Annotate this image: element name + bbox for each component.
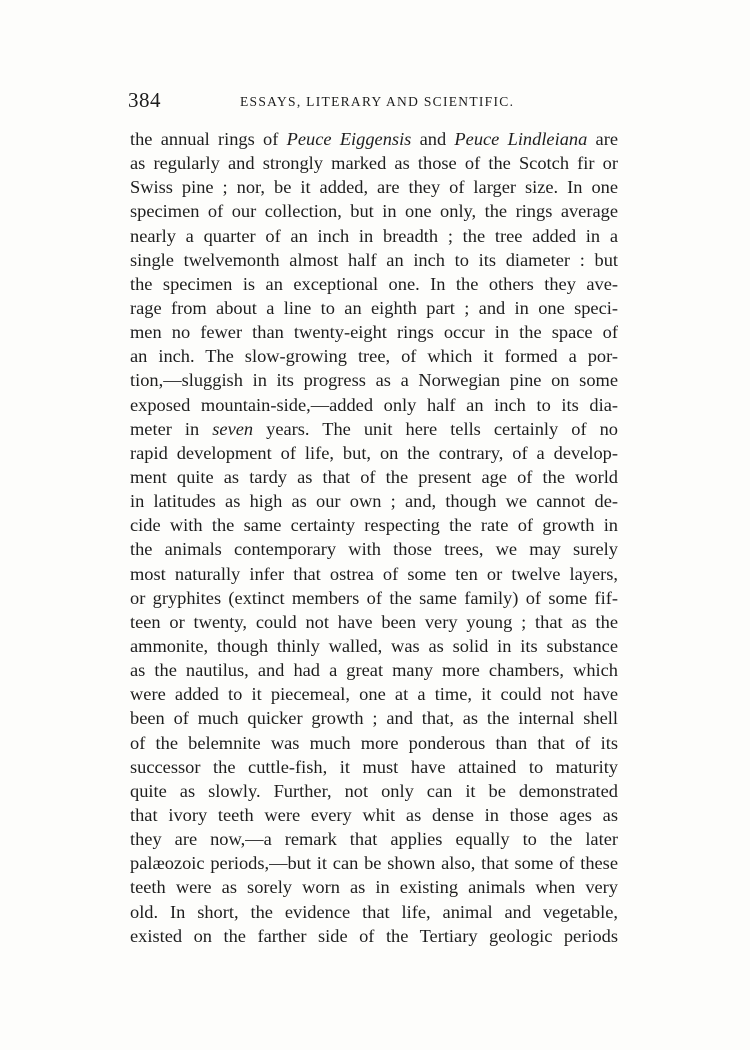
text-run: years. The unit here tells certainly of no (253, 418, 618, 439)
text-line (130, 610, 618, 634)
text-run: of the belemnite was much more ponderous than that of its (130, 732, 618, 753)
text-line (130, 296, 618, 320)
text-run: rage from about a line to an eighth part ; and in one speci- (130, 297, 618, 318)
text-line (130, 513, 618, 537)
text-run: exposed mountain-side,—added only half an inch to its dia- (130, 394, 618, 415)
text-line (130, 127, 618, 151)
text-line (130, 465, 618, 489)
text-run: nearly a quarter of an inch in breadth ; the tree added in a (130, 225, 618, 246)
text-run: palæozoic periods,—but it can be shown also, that some of these (130, 853, 618, 874)
text-run: most naturally infer that ostrea of some ten or twelve layers, (130, 563, 618, 584)
page-header (128, 88, 616, 116)
text-line (130, 827, 618, 851)
text-line (130, 900, 618, 924)
text-run: in latitudes as high as our own ; and, though we cannot de- (130, 491, 618, 512)
text-run: as the nautilus, and had a great many more chambers, which (130, 660, 618, 681)
text-line (130, 731, 618, 755)
text-line (130, 489, 618, 513)
text-line (130, 803, 618, 827)
italic-text: seven (212, 418, 254, 439)
page-number: 384 (128, 88, 161, 112)
text-run: specimen of our collection, but in one only, the rings average (130, 201, 618, 222)
text-line (130, 272, 618, 296)
text-run: ammonite, though thinly walled, was as solid in its substance (130, 635, 618, 656)
text-line (130, 441, 618, 465)
text-run: successor the cuttle-fish, it must have attained to maturity (130, 756, 618, 777)
text-line (130, 875, 618, 899)
text-run: that ivory teeth were every whit as dense in those ages as (130, 804, 618, 825)
text-run: tion,—sluggish in its progress as a Norwegian pine on some (130, 370, 618, 391)
text-run: the specimen is an exceptional one. In the others they ave- (130, 273, 618, 294)
text-line (130, 224, 618, 248)
text-run: were added to it piecemeal, one at a time, it could not have (130, 684, 618, 705)
text-run: ment quite as tardy as that of the present age of the world (130, 466, 618, 487)
text-run: men no fewer than twenty-eight rings occur in the space of (130, 322, 618, 343)
text-run: meter in (130, 418, 213, 439)
text-run: rapid development of life, but, on the contrary, of a develop- (130, 442, 618, 463)
text-run: the annual rings of (130, 129, 287, 149)
text-run: single twelvemonth almost half an inch to its diameter : but (130, 249, 618, 270)
text-line (130, 248, 618, 272)
text-line (130, 537, 618, 561)
text-line (130, 851, 618, 875)
text-line (130, 562, 618, 586)
body-text (130, 127, 618, 948)
text-line (130, 199, 618, 223)
text-run: the animals contemporary with those trees, we may surely (130, 539, 618, 560)
text-run: Swiss pine ; nor, be it added, are they of larger size. In one (130, 177, 618, 198)
text-line (130, 320, 618, 344)
text-line (130, 755, 618, 779)
text-line (130, 586, 618, 610)
text-run: an inch. The slow-growing tree, of which it formed a por- (130, 346, 618, 367)
running-head: ESSAYS, LITERARY AND SCIENTIFIC. (240, 94, 515, 109)
text-line (130, 417, 618, 441)
text-run: and (411, 129, 455, 149)
text-run: teeth were as sorely worn as in existing animals when very (130, 877, 618, 898)
text-line (130, 344, 618, 368)
text-line (130, 779, 618, 803)
text-run: existed on the farther side of the Tertiary geologic periods (130, 925, 618, 946)
text-line (130, 175, 618, 199)
text-run: as regularly and strongly marked as those of the Scotch fir or (130, 153, 618, 174)
text-line (130, 924, 618, 948)
text-line (130, 393, 618, 417)
text-line (130, 658, 618, 682)
text-run: or gryphites (extinct members of the same family) of some fif- (130, 587, 618, 608)
italic-text: Peuce Lindleiana (454, 129, 588, 149)
italic-text: Peuce Eiggensis (286, 129, 412, 149)
text-line (130, 368, 618, 392)
text-line (130, 682, 618, 706)
text-run: are (587, 129, 619, 149)
text-run: teen or twenty, could not have been very young ; that as the (130, 611, 618, 632)
text-line (130, 706, 618, 730)
text-run: quite as slowly. Further, not only can it be demonstrated (130, 780, 618, 801)
text-line (130, 151, 618, 175)
text-line (130, 634, 618, 658)
text-run: been of much quicker growth ; and that, as the internal shell (130, 708, 618, 729)
text-run: cide with the same certainty respecting the rate of growth in (130, 515, 618, 536)
text-run: they are now,—a remark that applies equally to the later (130, 829, 618, 850)
text-run: old. In short, the evidence that life, animal and vegetable, (130, 901, 618, 922)
